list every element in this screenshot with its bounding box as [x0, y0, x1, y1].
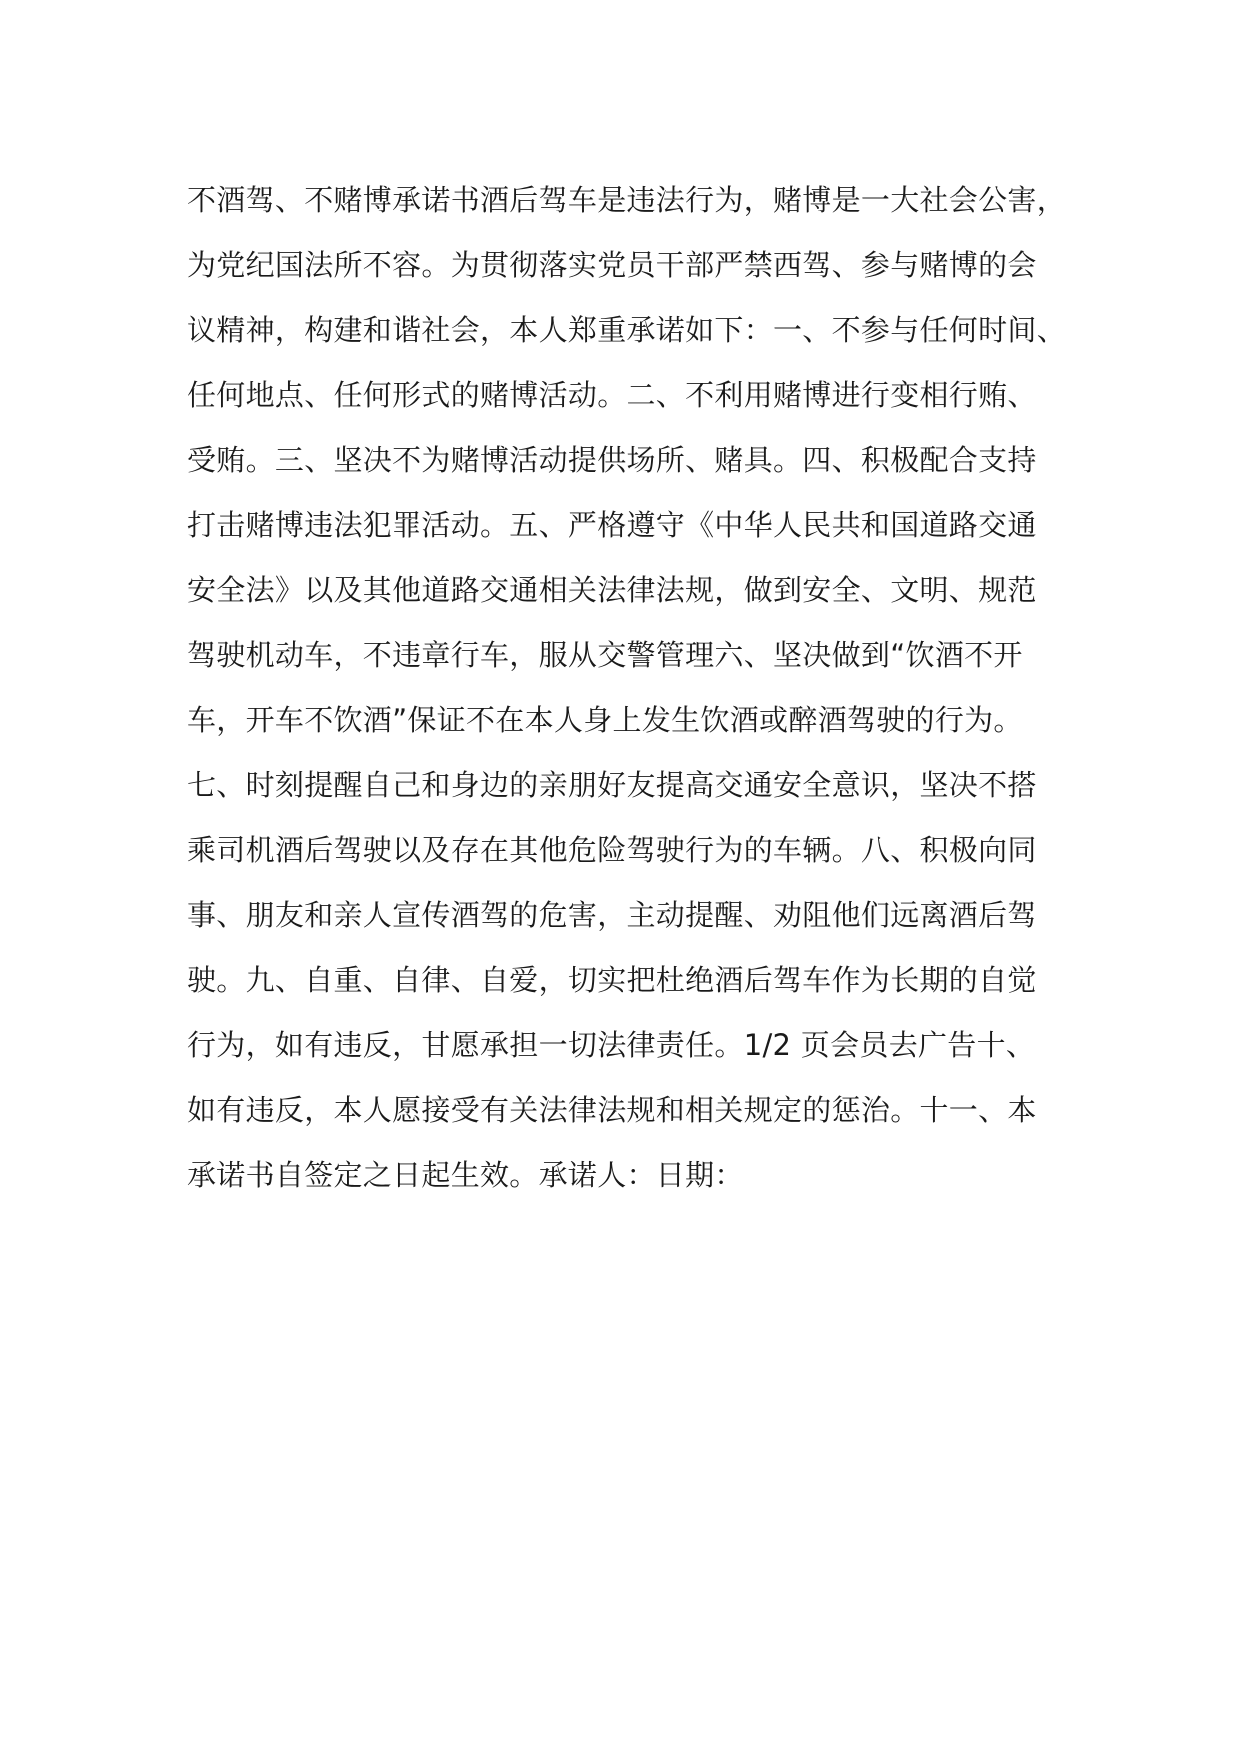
text-line: 安全法》以及其他道路交通相关法律法规，做到安全、文明、规范 [187, 573, 1037, 607]
pledge-text-body [187, 168, 1067, 1208]
text-line: 车，开车不饮酒”保证不在本人身上发生饮酒或醉酒驾驶的行为。 [187, 703, 1023, 737]
text-line: 驶。九、自重、自律、自爱，切实把杜绝酒后驾车作为长期的自觉 [187, 963, 1037, 997]
text-line: 驾驶机动车，不违章行车，服从交警管理六、坚决做到“饮酒不开 [187, 638, 1023, 672]
text-line: 承诺书自签定之日起生效。承诺人：日期： [187, 1158, 744, 1192]
text-line: 为党纪国法所不容。为贯彻落实党员干部严禁西驾、参与赌博的会 [187, 248, 1037, 282]
text-line: 七、时刻提醒自己和身边的亲朋好友提高交通安全意识，坚决不搭 [187, 768, 1037, 802]
text-line: 任何地点、任何形式的赌博活动。二、不利用赌博进行变相行贿、 [187, 378, 1037, 412]
text-line: 乘司机酒后驾驶以及存在其他危险驾驶行为的车辆。八、积极向同 [187, 833, 1037, 867]
text-line: 议精神，构建和谐社会，本人郑重承诺如下：一、不参与任何时间、 [187, 313, 1067, 347]
text-line: 事、朋友和亲人宣传酒驾的危害，主动提醒、劝阻他们远离酒后驾 [187, 898, 1037, 932]
text-line: 如有违反，本人愿接受有关法律法规和相关规定的惩治。十一、本 [187, 1093, 1037, 1127]
text-line: 行为，如有违反，甘愿承担一切法律责任。1/2 页会员去广告十、 [187, 1028, 1036, 1062]
text-line: 受贿。三、坚决不为赌博活动提供场所、赌具。四、积极配合支持 [187, 443, 1037, 477]
text-line: 打击赌博违法犯罪活动。五、严格遵守《中华人民共和国道路交通 [187, 508, 1037, 542]
text-line: 不酒驾、不赌博承诺书酒后驾车是违法行为，赌博是一大社会公害， [187, 183, 1067, 217]
